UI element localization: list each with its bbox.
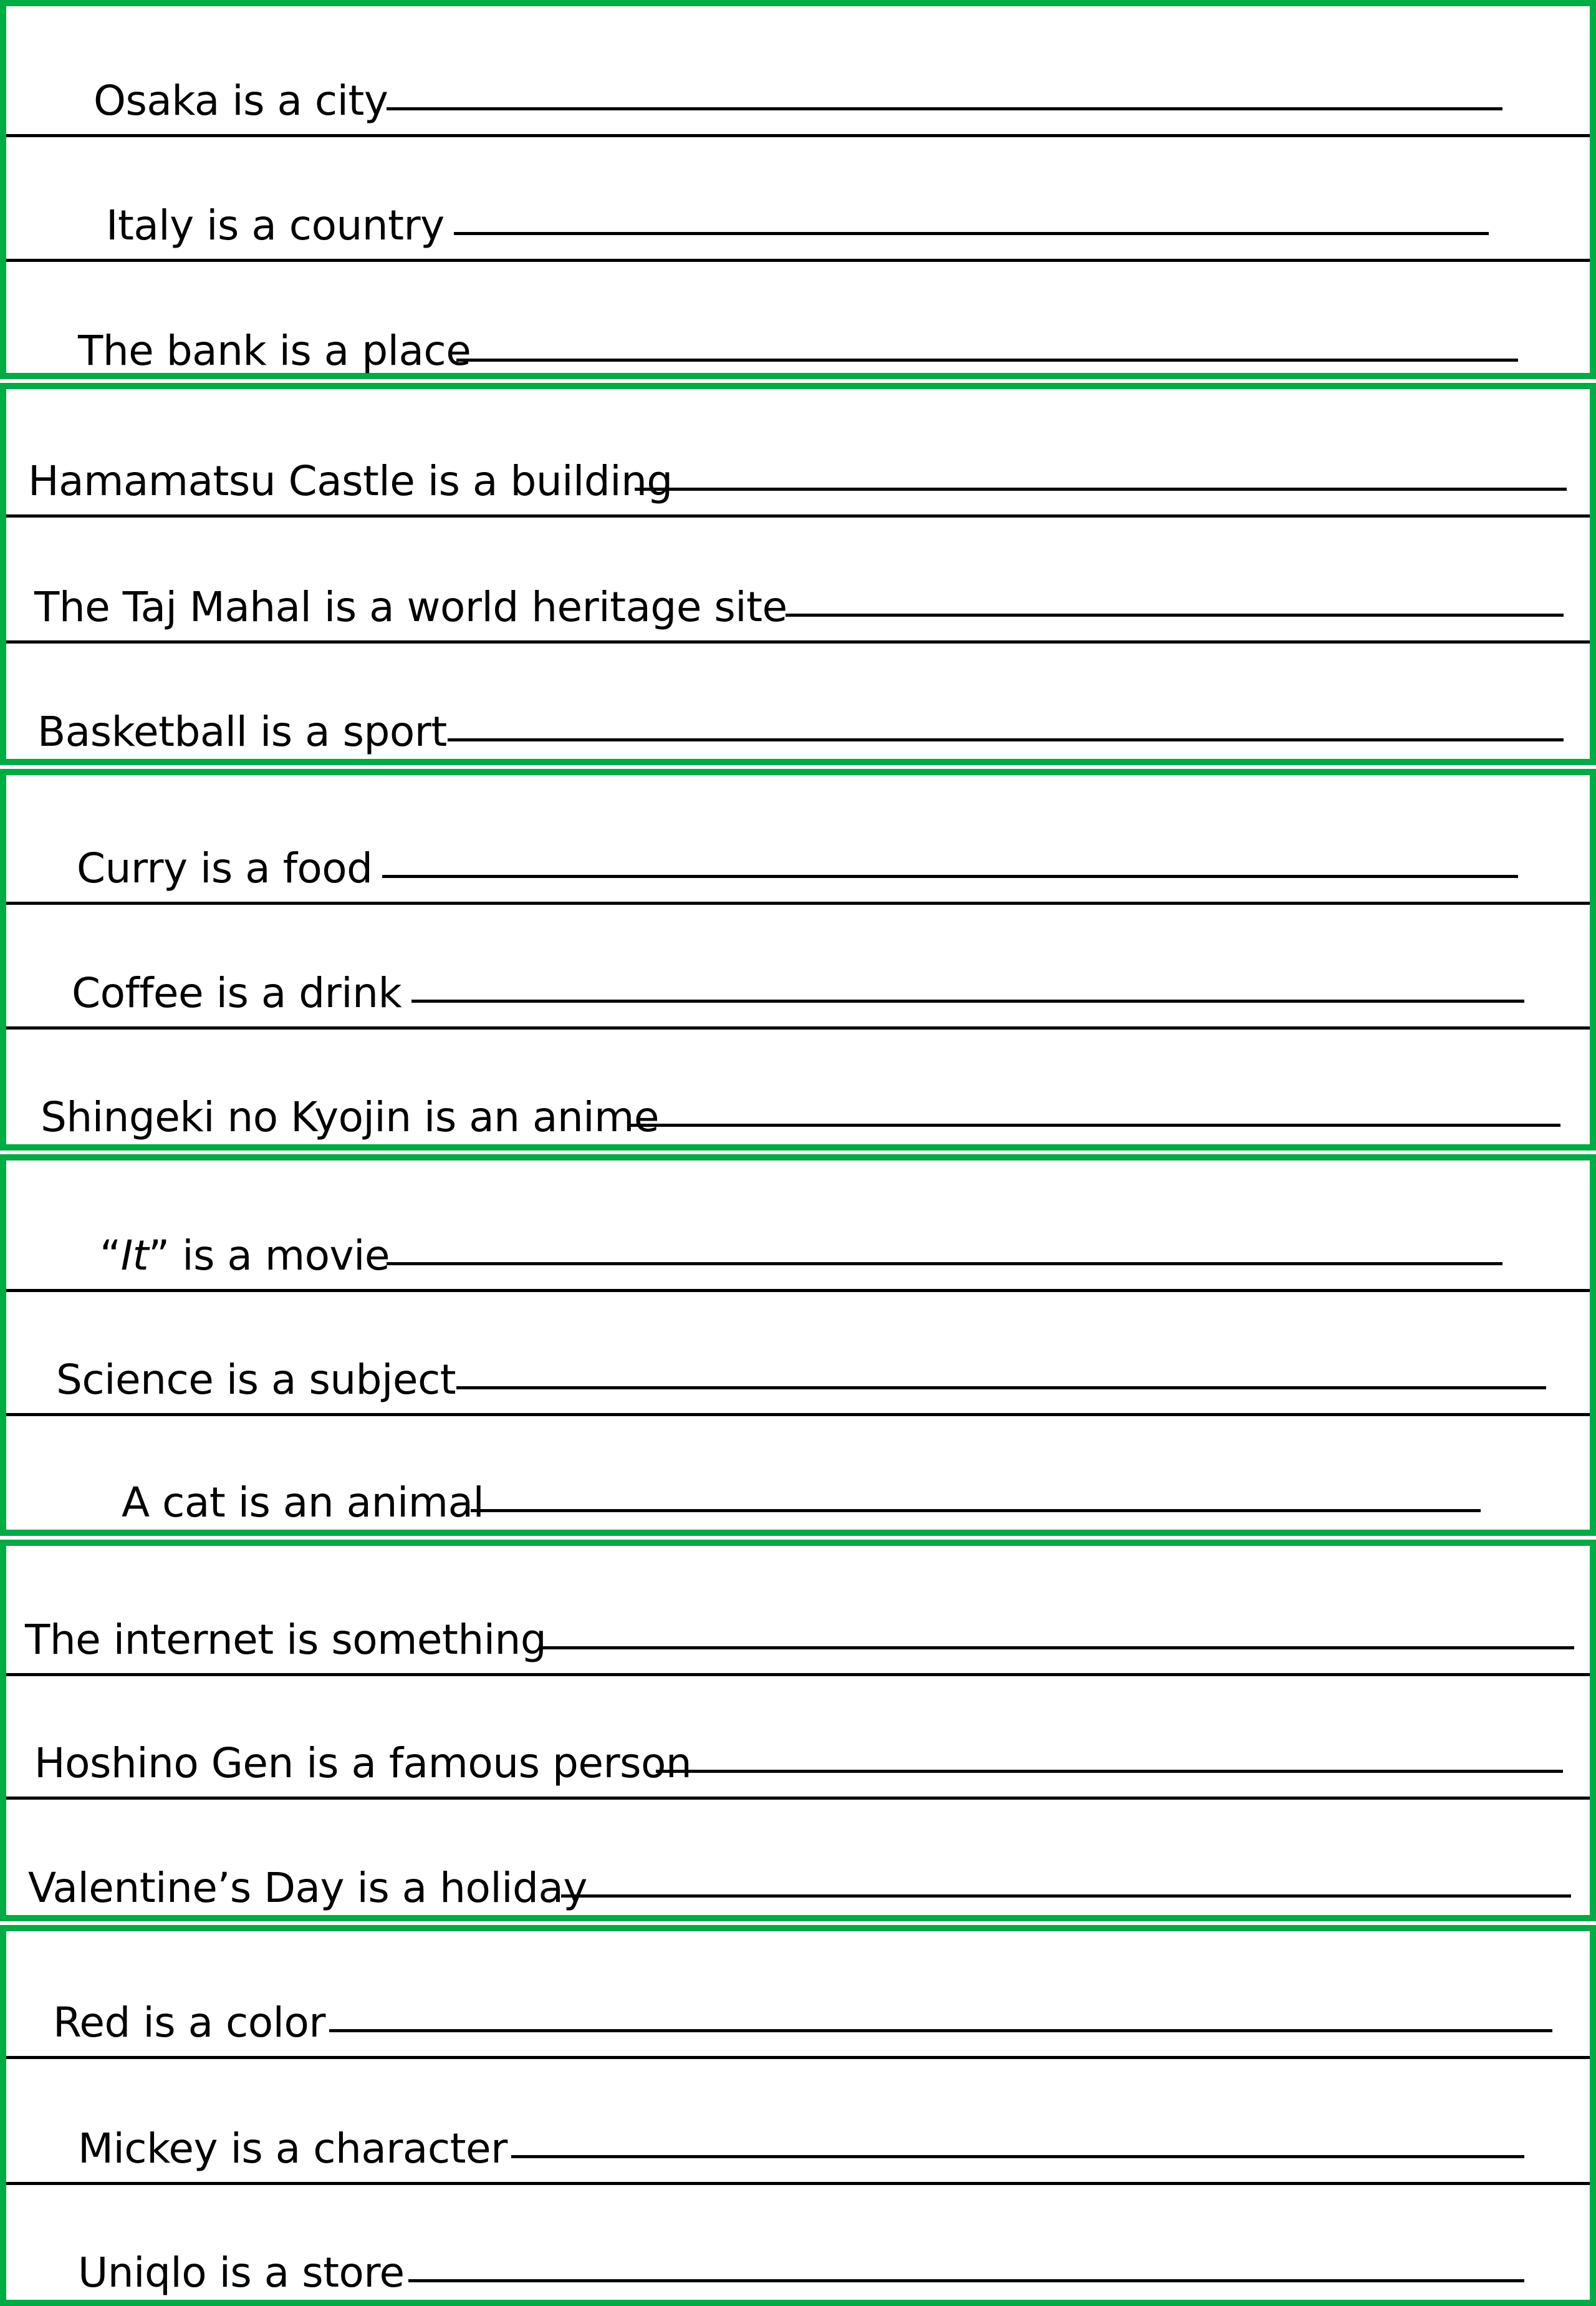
answer-blank[interactable]	[408, 2279, 1524, 2282]
row-1	[6, 389, 1590, 514]
row-1	[6, 6, 1590, 134]
row-2	[6, 1673, 1590, 1797]
row-3	[6, 640, 1590, 765]
row-1	[6, 1546, 1590, 1673]
row-2	[6, 514, 1590, 640]
row-1	[6, 1160, 1590, 1289]
answer-blank[interactable]	[539, 1646, 1574, 1649]
prompt-text	[100, 1232, 390, 1280]
row-2	[6, 134, 1590, 259]
prompt-text: The Taj Mahal is a world heritage site	[34, 583, 787, 631]
group-1	[0, 0, 1596, 379]
movie-title: It	[120, 1232, 149, 1280]
group-4	[0, 1154, 1596, 1536]
answer-blank[interactable]	[561, 1894, 1571, 1898]
answer-blank[interactable]	[656, 1770, 1563, 1773]
open-quote: “	[100, 1232, 121, 1280]
answer-blank[interactable]	[411, 1000, 1524, 1003]
prompt-text: Hoshino Gen is a famous person	[34, 1739, 692, 1787]
answer-blank[interactable]	[628, 1124, 1560, 1127]
group-6	[0, 1925, 1596, 2306]
answer-blank[interactable]	[387, 1262, 1502, 1265]
prompt-text: Red is a color	[53, 1999, 326, 2047]
row-2	[6, 1289, 1590, 1413]
row-2	[6, 902, 1590, 1026]
row-3	[6, 1413, 1590, 1536]
prompt-text: Science is a subject	[56, 1356, 456, 1404]
answer-blank[interactable]	[448, 738, 1564, 741]
row-3	[6, 2182, 1590, 2306]
prompt-text: Hamamatsu Castle is a building	[28, 457, 673, 505]
prompt-text: The internet is something	[25, 1616, 547, 1664]
prompt-text: Coffee is a drink	[72, 969, 402, 1017]
group-2	[0, 383, 1596, 765]
prompt-text: A cat is an animal	[122, 1479, 484, 1527]
answer-blank[interactable]	[454, 232, 1489, 235]
prompt-text: Italy is a country	[106, 201, 445, 249]
prompt-text: The bank is a place	[78, 327, 471, 375]
prompt-text: Basketball is a sport	[37, 708, 447, 756]
prompt-text: Shingeki no Kyojin is an anime	[41, 1093, 659, 1141]
answer-blank[interactable]	[382, 875, 1518, 878]
prompt-text: Curry is a food	[77, 844, 373, 892]
answer-blank[interactable]	[456, 1386, 1546, 1389]
close-quote: ”	[148, 1232, 170, 1280]
answer-blank[interactable]	[635, 488, 1567, 491]
group-3	[0, 769, 1596, 1151]
answer-blank[interactable]	[511, 2155, 1524, 2158]
row-2	[6, 2056, 1590, 2182]
prompt-text: Osaka is a city	[94, 77, 388, 125]
row-3	[6, 259, 1590, 379]
answer-blank[interactable]	[387, 107, 1502, 110]
prompt-text: Valentine’s Day is a holiday	[28, 1864, 587, 1912]
answer-blank[interactable]	[329, 2029, 1552, 2032]
row-1	[6, 1931, 1590, 2056]
prompt-rest: is a movie	[169, 1232, 390, 1280]
answer-blank[interactable]	[456, 359, 1518, 362]
prompt-text: Mickey is a character	[78, 2125, 507, 2173]
row-3	[6, 1797, 1590, 1921]
row-3	[6, 1026, 1590, 1151]
prompt-text: Uniqlo is a store	[78, 2249, 405, 2297]
answer-blank[interactable]	[471, 1509, 1481, 1512]
answer-blank[interactable]	[786, 614, 1564, 617]
row-1	[6, 775, 1590, 902]
group-5	[0, 1540, 1596, 1921]
